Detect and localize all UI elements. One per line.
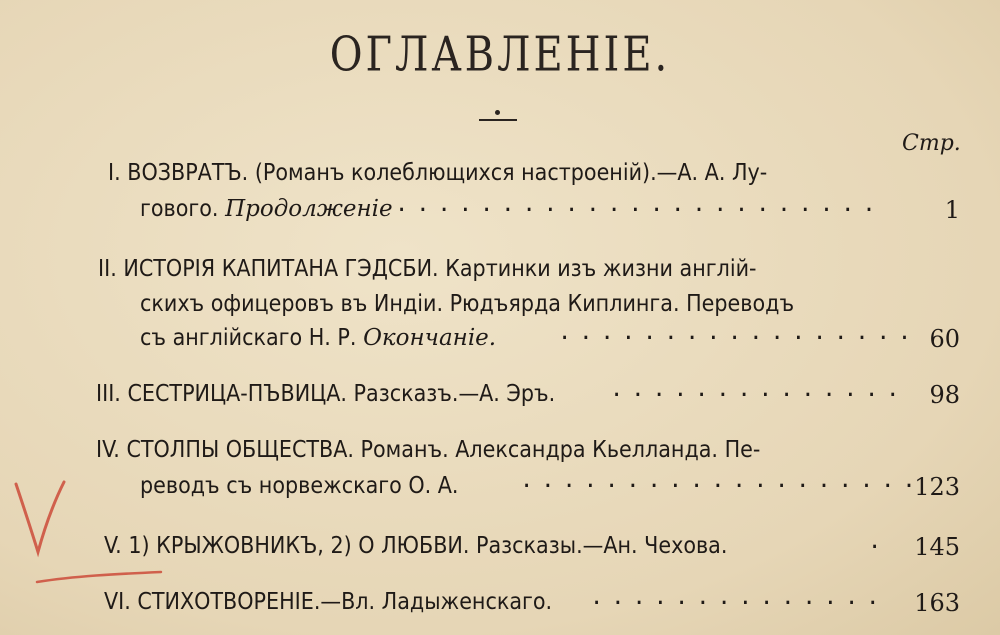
entry-text-line: ИСТОРІЯ КАПИТАНА ГЭДСБИ. Картинки изъ жизни англій-	[123, 256, 757, 282]
entry-roman: III.	[96, 381, 121, 407]
entry-note: Продолженіе	[225, 196, 393, 222]
entry-page-number: 145	[914, 533, 960, 561]
entry-roman: II.	[98, 256, 117, 282]
ornament-dot	[495, 110, 500, 115]
entry-page-number: 98	[929, 381, 960, 409]
entry-text-line: СЕСТРИЦА-ПЪВИЦА. Разсказъ.—А. Эръ.	[127, 381, 556, 407]
leader-dots: ..............	[590, 585, 888, 610]
title-ornament-rule	[479, 119, 517, 121]
entry-roman: VI.	[104, 589, 131, 615]
entry-text-line: съ англійскаго Н. Р.	[140, 325, 357, 351]
pencil-checkmark	[10, 478, 70, 558]
leader-dots: .	[868, 529, 890, 554]
entry-text-line: СТИХОТВОРЕНІЕ.—Вл. Ладыженскаго.	[137, 589, 553, 615]
pencil-underline	[35, 570, 165, 586]
entry-text-line: скихъ офицеровъ въ Индіи. Рюдъярда Киплинга. Переводъ	[140, 291, 795, 317]
leader-dots: .......................	[395, 192, 884, 217]
leader-dots: .................	[558, 320, 920, 345]
entry-page-number: 60	[929, 325, 960, 353]
entry-text-line: СТОЛПЫ ОБЩЕСТВА. Романъ. Александра Кьелланда. Пе-	[126, 437, 761, 463]
leader-dots: ...................	[520, 468, 924, 493]
entry-page-number: 163	[914, 589, 960, 617]
page-title: ОГЛАВЛЕНІЕ.	[329, 27, 671, 83]
entry-text-line: гового.	[140, 196, 219, 222]
entry-text-line: 1) КРЫЖОВНИКЪ, 2) О ЛЮБВИ. Разсказы.—Ан. Чехова.	[128, 533, 728, 559]
entry-roman: V.	[104, 533, 122, 559]
entry-note: Окончаніе.	[363, 325, 497, 351]
entry-roman: I.	[108, 160, 121, 186]
page-column-header: Стр.	[902, 131, 961, 156]
entry-text-line: ВОЗВРАТЪ. (Романъ колеблющихся настроеній).—А. А. Лу-	[127, 160, 768, 186]
entry-roman: IV.	[96, 437, 120, 463]
entry-page-number: 1	[944, 196, 960, 224]
leader-dots: ..............	[610, 377, 908, 402]
entry-text-line: реводъ съ норвежскаго О. А.	[140, 473, 459, 499]
entry-page-number: 123	[914, 473, 960, 501]
